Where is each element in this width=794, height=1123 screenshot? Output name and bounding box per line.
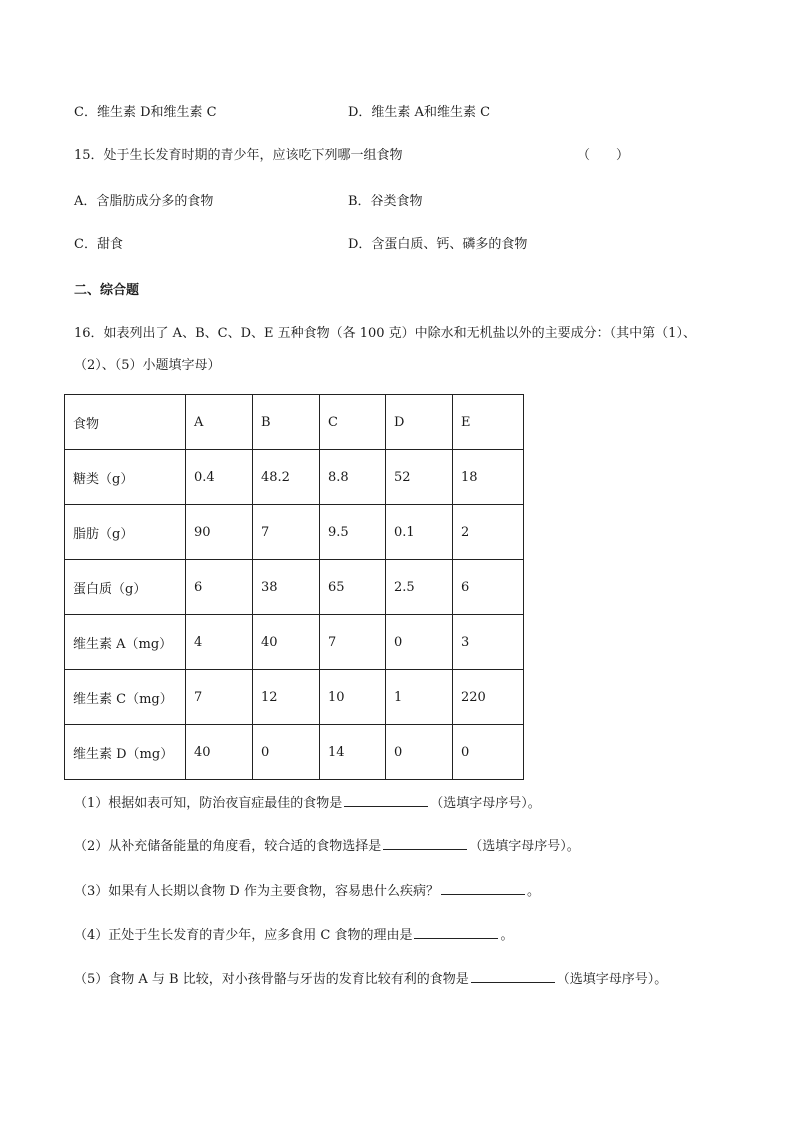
table-cell: 9.5 — [320, 505, 386, 560]
answer-blank-2[interactable] — [383, 835, 467, 850]
table-cell: 220 — [453, 670, 524, 725]
answer-blank-1[interactable] — [344, 792, 428, 807]
table-header-cell: A — [186, 395, 253, 450]
table-cell: 维生素 D（mg） — [65, 725, 186, 780]
table-header-cell: D — [386, 395, 453, 450]
table-cell: 0.4 — [186, 450, 253, 505]
answer-blank-3[interactable] — [441, 880, 525, 895]
table-cell: 2.5 — [386, 560, 453, 615]
q14-option-c: C．维生素 D和维生素 C — [74, 105, 217, 120]
q16-stem-line1: 16．如表列出了 A、B、C、D、E 五种食物（各 100 克）中除水和无机盐以外的主要成分：（其中第（1）、 — [74, 326, 696, 341]
table-cell: 糖类（g） — [65, 450, 186, 505]
table-cell: 90 — [186, 505, 253, 560]
subquestion-3 — [74, 880, 540, 901]
table-cell: 10 — [320, 670, 386, 725]
answer-blank-4[interactable] — [414, 924, 498, 939]
subquestion-2-hint: （选填字母序号）。 — [469, 839, 580, 854]
table-row — [65, 725, 524, 780]
table-cell: 蛋白质（g） — [65, 560, 186, 615]
table-row — [65, 450, 524, 505]
table-cell: 7 — [186, 670, 253, 725]
table-header-cell: 食物 — [65, 395, 186, 450]
q14-option-d: D．维生素 A和维生素 C — [348, 105, 491, 120]
table-cell: 7 — [253, 505, 320, 560]
table-cell: 0.1 — [386, 505, 453, 560]
subquestion-5-hint: （选填字母序号）。 — [556, 972, 668, 987]
subquestion-5-text: （5）食物 A 与 B 比较，对小孩骨骼与牙齿的发育比较有利的食物是 — [74, 972, 469, 987]
table-header-row — [65, 395, 524, 450]
table-cell: 6 — [453, 560, 524, 615]
subquestion-4-hint: 。 — [500, 928, 514, 943]
table-cell: 65 — [320, 560, 386, 615]
table-cell: 0 — [253, 725, 320, 780]
table-cell: 4 — [186, 615, 253, 670]
table-cell: 18 — [453, 450, 524, 505]
table-cell: 维生素 A（mg） — [65, 615, 186, 670]
table-header-cell: C — [320, 395, 386, 450]
table-cell: 12 — [253, 670, 320, 725]
q15-stem: 15．处于生长发育时期的青少年，应该吃下列哪一组食物 — [74, 148, 403, 163]
table-cell: 52 — [386, 450, 453, 505]
q15-option-b: B．谷类食物 — [348, 194, 423, 209]
table-cell: 1 — [386, 670, 453, 725]
q15-option-a: A．含脂肪成分多的食物 — [74, 194, 214, 209]
subquestion-4 — [74, 924, 514, 945]
subquestion-2-text: （2）从补充储备能量的角度看，较合适的食物选择是 — [74, 839, 382, 854]
table-cell: 3 — [453, 615, 524, 670]
answer-blank-5[interactable] — [471, 968, 555, 983]
section-title: 二、综合题 — [74, 283, 140, 298]
nutrition-table — [64, 394, 524, 780]
subquestion-4-text: （4）正处于生长发育的青少年，应多食用 C 食物的理由是 — [74, 928, 413, 943]
table-cell: 40 — [186, 725, 253, 780]
q15-option-c: C．甜食 — [74, 237, 123, 252]
table-cell: 0 — [386, 725, 453, 780]
table-header-cell: B — [253, 395, 320, 450]
table-cell: 0 — [386, 615, 453, 670]
table-cell: 0 — [453, 725, 524, 780]
table-row — [65, 670, 524, 725]
table-cell: 38 — [253, 560, 320, 615]
table-row — [65, 615, 524, 670]
table-cell: 40 — [253, 615, 320, 670]
table-cell: 脂肪（g） — [65, 505, 186, 560]
table-row — [65, 560, 524, 615]
table-cell: 2 — [453, 505, 524, 560]
q15-option-d: D．含蛋白质、钙、磷多的食物 — [348, 237, 528, 252]
subquestion-5 — [74, 968, 667, 989]
table-cell: 48.2 — [253, 450, 320, 505]
q15-answer-bracket: （ ） — [577, 148, 630, 163]
subquestion-1-hint: （选填字母序号）。 — [430, 796, 541, 811]
subquestion-2 — [74, 835, 580, 856]
table-cell: 8.8 — [320, 450, 386, 505]
table-cell: 6 — [186, 560, 253, 615]
table-cell: 维生素 C（mg） — [65, 670, 186, 725]
q16-stem-line2: （2）、（5）小题填字母） — [74, 358, 221, 373]
subquestion-3-text: （3）如果有人长期以食物 D 作为主要食物，容易患什么疾病？ — [74, 884, 439, 899]
table-row — [65, 505, 524, 560]
subquestion-3-hint: 。 — [526, 884, 540, 899]
subquestion-1-text: （1）根据如表可知，防治夜盲症最佳的食物是 — [74, 796, 343, 811]
subquestion-1 — [74, 792, 541, 813]
table-header-cell: E — [453, 395, 524, 450]
table-cell: 14 — [320, 725, 386, 780]
table-cell: 7 — [320, 615, 386, 670]
